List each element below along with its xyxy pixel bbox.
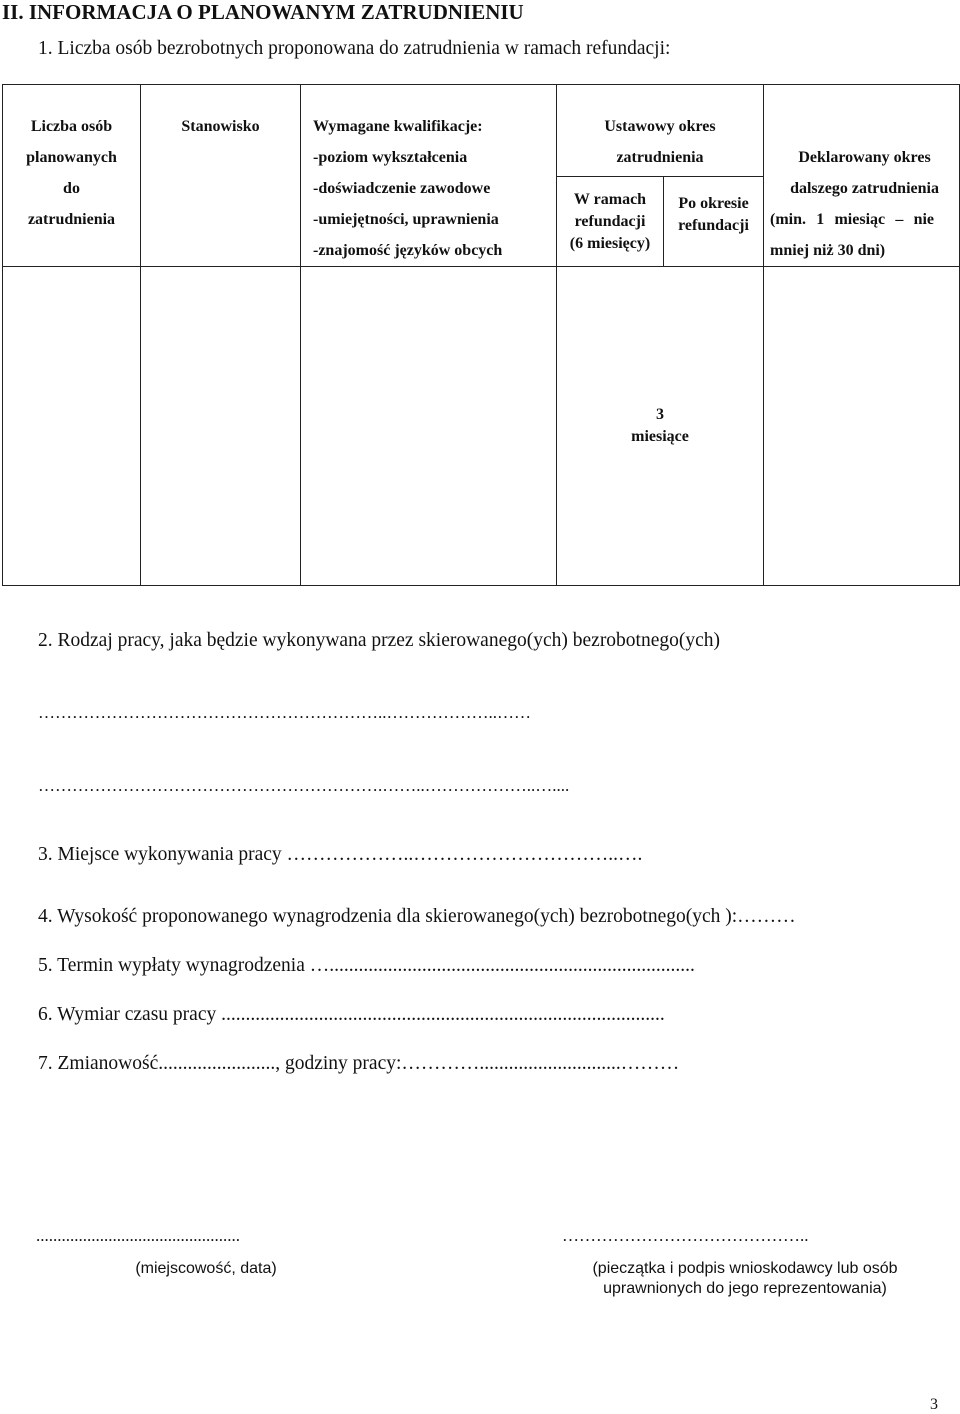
item-2-dots-line-2[interactable]: …………………………………………………….……..………………..….... bbox=[38, 776, 570, 795]
signature-right-dots[interactable]: …………………………………….. bbox=[562, 1226, 809, 1245]
employment-table bbox=[2, 84, 960, 586]
cell-statutory-period: 3 miesiące bbox=[557, 267, 764, 586]
section-title: II. INFORMACJA O PLANOWANYM ZATRUDNIENIU bbox=[2, 0, 524, 24]
col-header-position: Stanowisko bbox=[141, 85, 301, 267]
signature-left-dots[interactable]: ................................................ bbox=[36, 1226, 240, 1245]
item-5-text: 5. Termin wypłaty wynagrodzenia …........................................................................... bbox=[38, 955, 695, 976]
item-2-dots-line-1[interactable]: ……………………………………………………..………………..…… bbox=[38, 703, 531, 722]
cell-qualifications[interactable] bbox=[301, 267, 557, 586]
signature-left-label: (miejscowość, data) bbox=[135, 1260, 277, 1277]
col-header-count: Liczba osób planowanych do zatrudnienia bbox=[3, 85, 141, 267]
col-header-qualifications: Wymagane kwalifikacje: -poziom wykształcenia -doświadczenie zawodowe -umiejętności, uprawnienia -znajomość języków obcych bbox=[301, 85, 557, 267]
col-header-after-refund: Po okresie refundacji bbox=[664, 177, 764, 267]
item-3-text: 3. Miejsce wykonywania pracy ………………..…………………………..…. bbox=[38, 844, 643, 865]
cell-position[interactable] bbox=[141, 267, 301, 586]
col-header-within-refund: W ramach refundacji (6 miesięcy) bbox=[557, 177, 664, 267]
signature-right-label-2: uprawnionych do jego reprezentowania) bbox=[603, 1280, 887, 1297]
col-header-statutory-period: Ustawowy okres zatrudnienia bbox=[557, 85, 764, 177]
cell-declared-period[interactable] bbox=[764, 267, 960, 586]
cell-count[interactable] bbox=[3, 267, 141, 586]
item-1-text: 1. Liczba osób bezrobotnych proponowana do zatrudnienia w ramach refundacji: bbox=[38, 38, 671, 59]
page-number: 3 bbox=[930, 1396, 938, 1413]
col-header-declared-period: Deklarowany okres dalszego zatrudnienia (min. 1 miesiąc – nie mniej niż 30 dni) bbox=[764, 85, 960, 267]
item-7-text: 7. Zmianowość........................, godziny pracy:………….............................……… bbox=[38, 1053, 680, 1074]
item-2-text: 2. Rodzaj pracy, jaka będzie wykonywana przez skierowanego(ych) bezrobotnego(ych) bbox=[38, 630, 721, 651]
item-6-text: 6. Wymiar czasu pracy ........................................................................................... bbox=[38, 1004, 665, 1025]
item-4-text: 4. Wysokość proponowanego wynagrodzenia dla skierowanego(ych) bezrobotnego(ych ):……… bbox=[38, 906, 796, 927]
signature-right-label-1: (pieczątka i podpis wnioskodawcy lub osób bbox=[592, 1260, 898, 1277]
